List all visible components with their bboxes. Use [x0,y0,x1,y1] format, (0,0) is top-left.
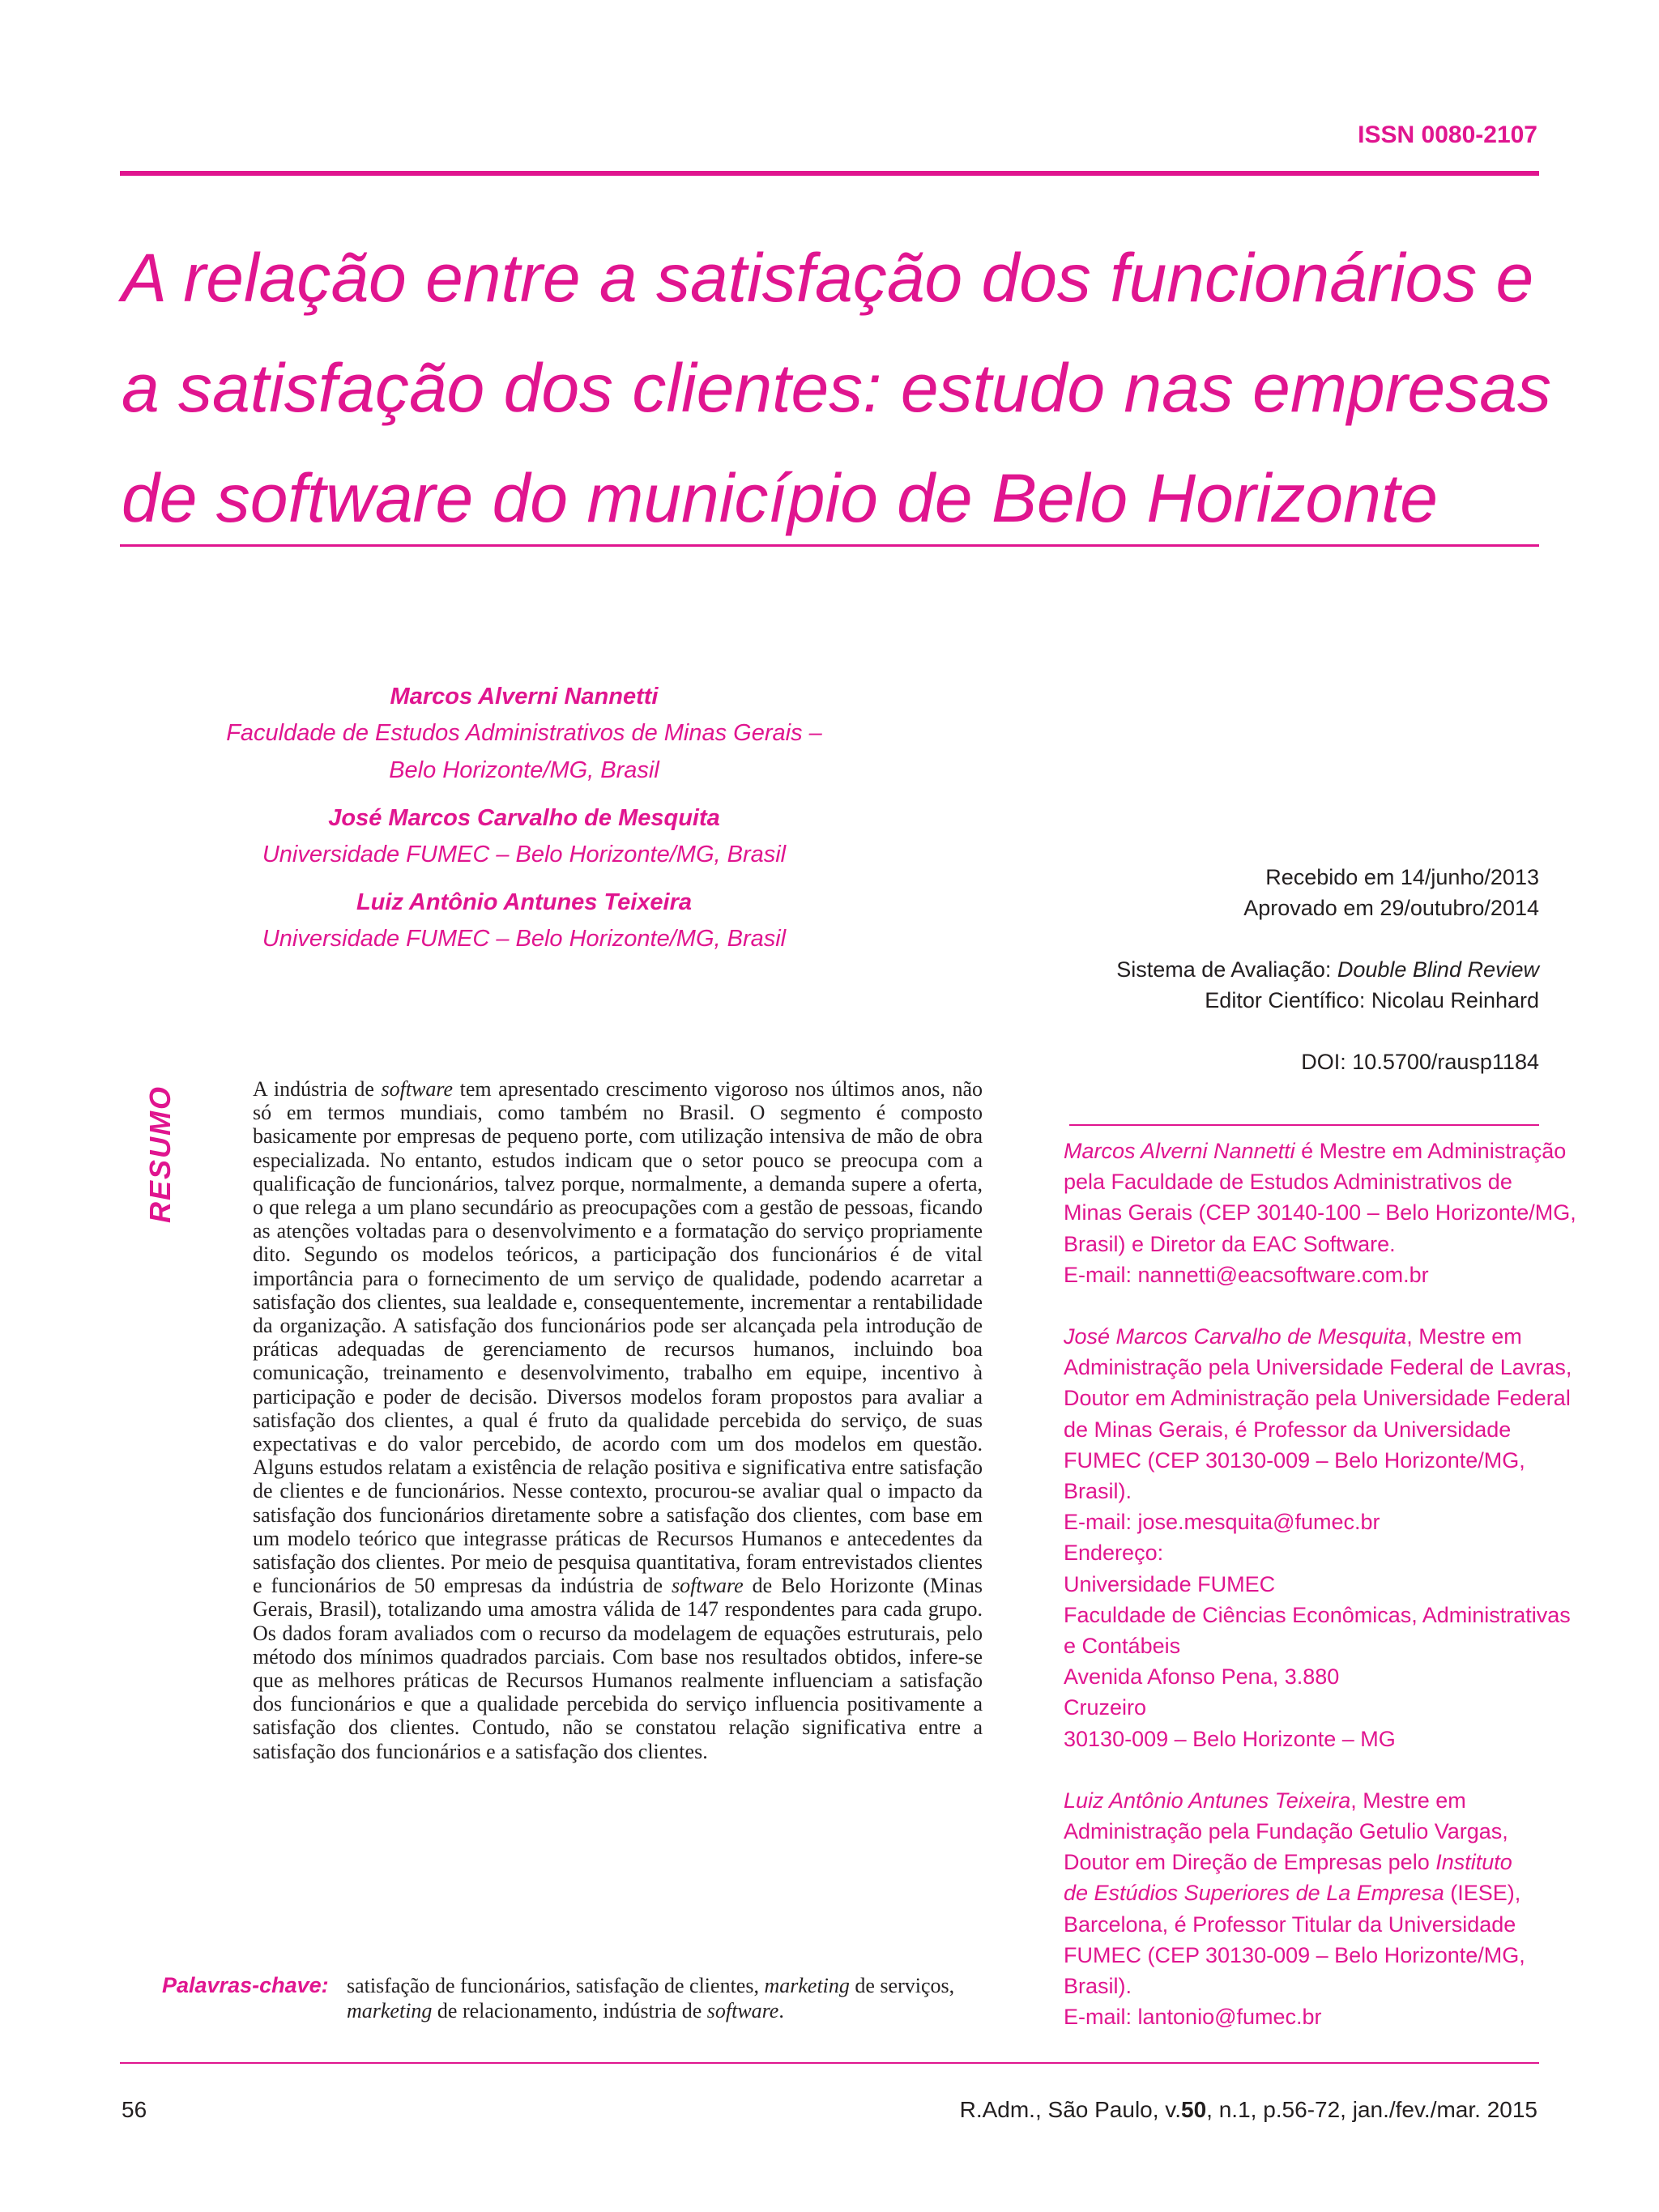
author-name: Luiz Antônio Antunes Teixeira [356,889,693,915]
author-affiliation: Universidade FUMEC – Belo Horizonte/MG, Brasil [262,926,787,952]
abstract-label: RESUMO [143,1085,177,1224]
author-name: Marcos Alverni Nannetti [390,684,659,710]
bio-rule [1069,1124,1539,1126]
footer-rule [120,2062,1539,2064]
keywords-text: satisfação de funcionários, satisfação de clientes, marketing de serviços, marketing de relacionamento, indústria de software. [347,1974,955,2022]
scientific-editor: Editor Científico: Nicolau Reinhard [1205,988,1539,1012]
title-rule [120,544,1539,547]
review-system: Sistema de Avaliação: Double Blind Review [1116,957,1539,982]
author-email: E-mail: jose.mesquita@fumec.br [1064,1510,1380,1535]
author-email: E-mail: nannetti@eacsoftware.com.br [1064,1262,1429,1287]
author-bio: José Marcos Carvalho de Mesquita, Mestre em Administração pela Universidade Federal de Lavras, Doutor em Administração pela Universidade Federal de Minas Gerais, é Professor da Universidade FUMEC (CEP 30130-009 – Belo Horizonte/MG, Brasil). E-mail: jose.mesquita@fumec.br Endereço: Universidade FUMEC Faculdade de Ciências Econômicas, Administrativas e Contábeis Avenida Afonso Pena, 3.880 Cruzeiro 30130-009 – Belo Horizonte – MG [1064,1324,1572,1751]
author-affiliation: Belo Horizonte/MG, Brasil [389,757,659,783]
author-block [212,679,836,957]
title-line-1: A relação entre a satisfação dos funcionários e [122,240,1534,316]
author-email: E-mail: lantonio@fumec.br [1064,2005,1322,2030]
author-affiliation: Faculdade de Estudos Administrativos de Minas Gerais – [226,720,822,746]
received-dates [1243,862,1539,923]
author-affiliation: Universidade FUMEC – Belo Horizonte/MG, Brasil [262,842,787,867]
author-bio: Luiz Antônio Antunes Teixeira, Mestre em Administração pela Fundação Getulio Vargas, Doutor em Direção de Empresas pelo Instituto de Estúdios Superiores de La Empresa (IESE), Barcelona, é Professor Titular da Universidade FUMEC (CEP 30130-009 – Belo Horizonte/MG, Brasil). E-mail: lantonio@fumec.br [1064,1785,1550,2033]
page-number: 56 [122,2097,147,2122]
title-line-2: a satisfação dos clientes: estudo nas empresas [122,350,1551,426]
doi: DOI: 10.5700/rausp1184 [1301,1050,1539,1074]
review-info [1116,954,1539,1016]
title-line-3: de software do município de Belo Horizonte [122,460,1438,536]
abstract-text: A indústria de software tem apresentado crescimento vigoroso nos últimos anos, não só em termos mundiais, como também no Brasil. O segmento é composto basicamente por empresas de pequeno porte, com utilização intensiva de mão de obra especializada. No entanto, estudos indicam que o setor pouco se preocupa com a qualificação de funcionários, talvez porque, normalmente, a demanda supere a oferta, o que relega a um plano secundário as preocupações com a gestão de pessoas, ficando as atenções voltadas para o desenvolvimento e a formatação do serviço propriamente dito. Segundo os modelos teóricos, a participação dos funcionários é de vital importância para o fornecimento de um serviço de qualidade, podendo acarretar a satisfação dos clientes, sua lealdade e, consequentemente, incrementar a rentabilidade da organização. A satisfação dos funcionários pode ser alcançada pela introdução de práticas adequadas de gerenciamento de recursos humanos, incluindo boa comunicação, treinamento e desenvolvimento, trabalho em equipe, incentivo à participação e poder de decisão. Diversos modelos foram propostos para avaliar a satisfação dos clientes, a qual é fruto da qualidade percebida do serviço, de suas expectativas e do valor percebido, de acordo com um dos modelos em questão. Alguns estudos relatam a existência de relação positiva e significativa entre satisfação de clientes e de funcionários. Nesse contexto, procurou-se avaliar qual o impacto da satisfação dos funcionários diretamente sobre a satisfação dos clientes, com base em um modelo teórico que integrasse práticas de Recursos Humanos e antecedentes da satisfação dos clientes. Por meio de pesquisa quantitativa, foram entrevistados clientes e funcionários de 50 empresas da indústria de software de Belo Horizonte (Minas Gerais, Brasil), totalizando uma amostra válida de 147 respondentes para cada grupo. Os dados foram avaliados com o recurso da modelagem de equações estruturais, pelo método dos mínimos quadrados parciais. Com base nos resultados obtidos, infere-se que as melhores práticas de Recursos Humanos realmente influenciam a satisfação dos funcionários e que a qualidade percebida do serviço influencia positivamente a satisfação dos clientes. Contudo, não se constatou relação significativa entre a satisfação dos funcionários e a satisfação dos clientes. [253,1077,983,1763]
author-bios [1064,1136,1576,2063]
journal-citation: R.Adm., São Paulo, v.50, n.1, p.56-72, jan./fev./mar. 2015 [959,2097,1537,2122]
author-name: José Marcos Carvalho de Mesquita [328,805,720,831]
issn-number: ISSN 0080-2107 [1358,121,1537,148]
header-rule [120,171,1539,176]
keywords-label: Palavras-chave: [162,1973,329,1997]
approved-date: Aprovado em 29/outubro/2014 [1243,896,1539,920]
article-title [122,223,1551,553]
received-date: Recebido em 14/junho/2013 [1265,865,1539,889]
author-bio: Marcos Alverni Nannetti é Mestre em Administração pela Faculdade de Estudos Administrativos de Minas Gerais (CEP 30140-100 – Belo Horizonte/MG, Brasil) e Diretor da EAC Software. E-mail: nannetti@eacsoftware.com.br [1064,1136,1550,1290]
